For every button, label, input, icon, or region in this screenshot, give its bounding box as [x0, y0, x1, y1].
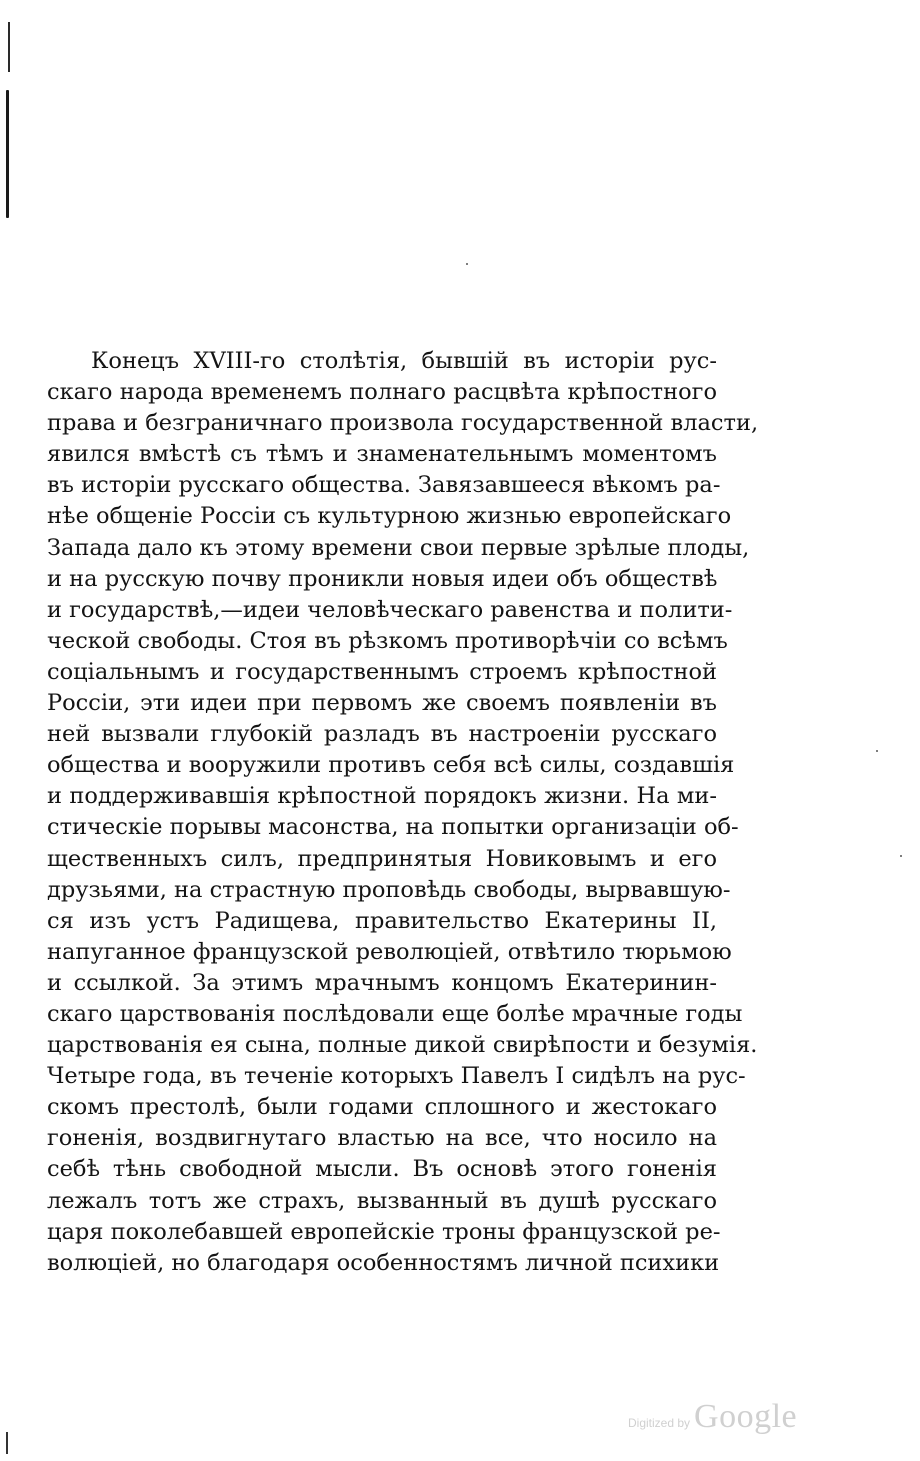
- text-line: царя поколебавшей европейскіе троны французской ре-: [47, 1218, 721, 1245]
- text-line: Конецъ XVIII-го столѣтія, бывшій въ исторіи рус-: [91, 348, 717, 374]
- body-text: [47, 346, 759, 1279]
- text-line: стическіе порывы масонства, на попытки организаціи об-: [47, 814, 739, 841]
- text-line: соціальнымъ и государственнымъ строемъ крѣпостной: [47, 658, 717, 685]
- text-line: ческой свободы. Стоя въ рѣзкомъ противорѣчіи со всѣмъ: [47, 627, 728, 654]
- text-line: и поддерживавшія крѣпостной порядокъ жизни. На ми-: [47, 783, 717, 810]
- digitized-watermark: [628, 1398, 818, 1442]
- text-line: нѣе общеніе Россіи съ культурною жизнью европейскаго: [47, 503, 732, 530]
- text-line: напуганное французской революціей, отвѣтило тюрьмою: [47, 938, 732, 965]
- watermark-prefix: Digitized by: [628, 1416, 691, 1430]
- text-line: Россіи, эти идеи при первомъ же своемъ появленіи въ: [47, 690, 717, 717]
- scan-speck: [466, 263, 468, 265]
- text-line: царствованія ея сына, полные дикой свирѣпости и безумія.: [47, 1032, 758, 1059]
- text-line: Четыре года, въ теченіе которыхъ Павелъ I сидѣлъ на рус-: [47, 1063, 746, 1090]
- text-line: гоненія, воздвигнутаго властью на все, что носило на: [47, 1125, 717, 1152]
- text-line: себѣ тѣнь свободной мысли. Въ основѣ этого гоненія: [47, 1156, 717, 1183]
- text-line: явился вмѣстѣ съ тѣмъ и знаменательнымъ моментомъ: [47, 441, 717, 468]
- google-logo: Google: [694, 1398, 798, 1435]
- text-line: скомъ престолѣ, были годами сплошного и жестокаго: [47, 1094, 717, 1121]
- text-line: въ исторіи русскаго общества. Завязавшееся вѣкомъ ра-: [47, 472, 721, 499]
- text-line: щественныхъ силъ, предпринятыя Новиковымъ и его: [47, 845, 717, 872]
- text-line: ней вызвали глубокій разладъ въ настроеніи русскаго: [47, 721, 717, 748]
- text-line: и ссылкой. За этимъ мрачнымъ концомъ Екатеринин-: [47, 969, 717, 996]
- text-line: ся изъ устъ Радищева, правительство Екатерины II,: [47, 907, 717, 934]
- text-line: права и безграничнаго произвола государственной власти,: [47, 410, 759, 437]
- text-line: общества и вооружили противъ себя всѣ силы, создавшія: [47, 752, 735, 779]
- text-line: лежалъ тотъ же страхъ, вызванный въ душѣ русскаго: [47, 1187, 717, 1214]
- scan-edge-mark-bottom: [6, 1432, 8, 1454]
- scan-speck: [900, 855, 902, 857]
- scan-edge-mark-top: [8, 22, 10, 72]
- text-line: и государствѣ,—идеи человѣческаго равенства и полити-: [47, 596, 733, 623]
- scan-speck: [876, 750, 878, 752]
- text-line: друзьями, на страстную проповѣдь свободы, вырвавшую-: [47, 876, 731, 903]
- text-line: скаго царствованія послѣдовали еще болѣе мрачные годы: [47, 1000, 743, 1027]
- text-line: скаго народа временемъ полнаго расцвѣта крѣпостного: [47, 379, 717, 406]
- text-line: Запада дало къ этому времени свои первые зрѣлые плоды,: [47, 534, 750, 561]
- scan-edge-mark: [6, 90, 9, 218]
- text-line: волюціей, но благодаря особенностямъ личной психики: [47, 1249, 720, 1276]
- text-line: и на русскую почву проникли новыя идеи объ обществѣ: [47, 565, 718, 592]
